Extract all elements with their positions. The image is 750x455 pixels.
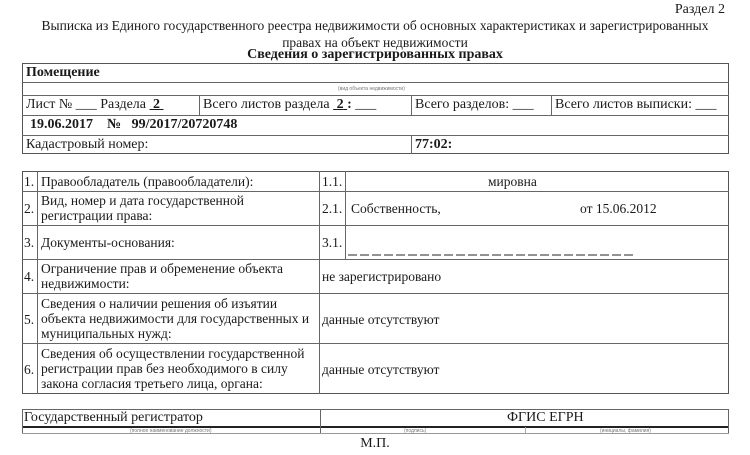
total-sheets-section-blank: ___ bbox=[355, 97, 377, 112]
divider bbox=[411, 135, 412, 154]
cadastral-label: Кадастровый номер: bbox=[26, 137, 149, 152]
row-6-number: 6. bbox=[24, 362, 35, 377]
total-sheets-section-value: 2 bbox=[336, 97, 344, 112]
document-title-line-2: правах на объект недвижимости bbox=[282, 35, 468, 50]
divider bbox=[22, 115, 729, 116]
redacted-document-text bbox=[348, 254, 633, 256]
divider bbox=[22, 225, 729, 226]
divider bbox=[22, 95, 729, 96]
divider bbox=[199, 95, 200, 115]
right-type-value: Собственность, bbox=[351, 201, 441, 216]
sheet-number-field bbox=[26, 97, 164, 113]
row-4-number: 4. bbox=[24, 269, 35, 284]
section-number-label: Раздела bbox=[100, 97, 147, 112]
divider bbox=[22, 135, 729, 136]
divider bbox=[320, 409, 321, 433]
divider bbox=[37, 171, 38, 394]
extract-number: 99/2017/20720748 bbox=[131, 117, 238, 132]
row-1-label: Правообладатель (правообладатели): bbox=[41, 174, 254, 189]
number-sign: № bbox=[107, 117, 122, 132]
name-caption: (инициалы, фамилия) bbox=[600, 428, 651, 434]
seizure-decision-value: данные отсутствуют bbox=[322, 312, 440, 327]
row-5-label: Сведения о наличии решения об изъятии объекта недвижимости для государственных и муниципальных нужд: bbox=[41, 296, 310, 341]
divider bbox=[411, 95, 412, 115]
divider bbox=[319, 171, 320, 394]
total-sections-field bbox=[415, 97, 534, 113]
divider bbox=[525, 427, 526, 433]
row-1-number: 1. bbox=[24, 174, 35, 189]
section-number-value: 2 bbox=[153, 97, 161, 112]
total-sheets-extract-label: Всего листов выписки: bbox=[555, 97, 692, 112]
sheet-number-value: ___ bbox=[75, 97, 97, 112]
row-4-label: Ограничение прав и обременение объекта недвижимости: bbox=[41, 261, 284, 291]
extract-date-number bbox=[30, 117, 237, 133]
stamp-place: М.П. bbox=[360, 436, 390, 451]
object-type: Помещение bbox=[26, 65, 100, 80]
total-sheets-section-label: Всего листов раздела bbox=[203, 97, 330, 112]
registrar-signer: ФГИС ЕГРН bbox=[507, 410, 584, 425]
object-type-caption: (вид объекта недвижимости) bbox=[338, 86, 405, 92]
row-2-label: Вид, номер и дата государственной регистрации права: bbox=[41, 193, 244, 223]
cadastral-value: 77:02: bbox=[415, 137, 453, 152]
row-2-number: 2. bbox=[24, 201, 35, 216]
third-party-consent-value: данные отсутствуют bbox=[322, 362, 440, 377]
registrar-position: Государственный регистратор bbox=[24, 410, 203, 425]
divider bbox=[551, 95, 552, 115]
total-sheets-extract-field bbox=[555, 97, 716, 113]
total-sheets-section-field: Всего листов раздела 2 : ___ bbox=[203, 97, 377, 112]
document-subtitle: Сведения о зарегистрированных правах bbox=[247, 47, 503, 62]
sheet-number-label: Лист № bbox=[26, 97, 73, 112]
right-holder-value: мировна bbox=[488, 174, 537, 189]
document-title bbox=[0, 17, 750, 51]
total-sheets-extract-value: ___ bbox=[695, 97, 717, 112]
encumbrance-value: не зарегистрировано bbox=[322, 269, 442, 284]
divider bbox=[22, 191, 729, 192]
row-2-subnumber: 2.1. bbox=[322, 201, 343, 216]
divider bbox=[22, 82, 729, 83]
divider bbox=[22, 259, 729, 260]
row-6-label: Сведения об осуществлении государственной регистрации прав без необходимого в силу закона согласия третьего лица, органа: bbox=[41, 346, 305, 391]
row-3-subnumber: 3.1. bbox=[322, 235, 343, 250]
divider bbox=[22, 409, 23, 433]
signature-caption: (подпись) bbox=[404, 428, 427, 434]
divider bbox=[345, 171, 346, 259]
row-3-number: 3. bbox=[24, 235, 35, 250]
divider bbox=[728, 409, 729, 433]
right-date-value: от 15.06.2012 bbox=[580, 201, 657, 216]
row-3-label: Документы-основания: bbox=[41, 235, 175, 250]
extract-date: 19.06.2017 bbox=[30, 117, 93, 132]
divider bbox=[22, 293, 729, 294]
total-sections-label: Всего разделов: bbox=[415, 97, 510, 112]
divider bbox=[22, 343, 729, 344]
document-title-line-1: Выписка из Единого государственного реестра недвижимости об основных характеристиках и зарегистрированных bbox=[41, 18, 709, 33]
section-label: Раздел 2 bbox=[674, 2, 725, 17]
row-1-subnumber: 1.1. bbox=[322, 174, 343, 189]
position-caption: (полное наименование должности) bbox=[130, 428, 212, 434]
row-5-number: 5. bbox=[24, 312, 35, 327]
total-sections-value: ___ bbox=[512, 97, 534, 112]
